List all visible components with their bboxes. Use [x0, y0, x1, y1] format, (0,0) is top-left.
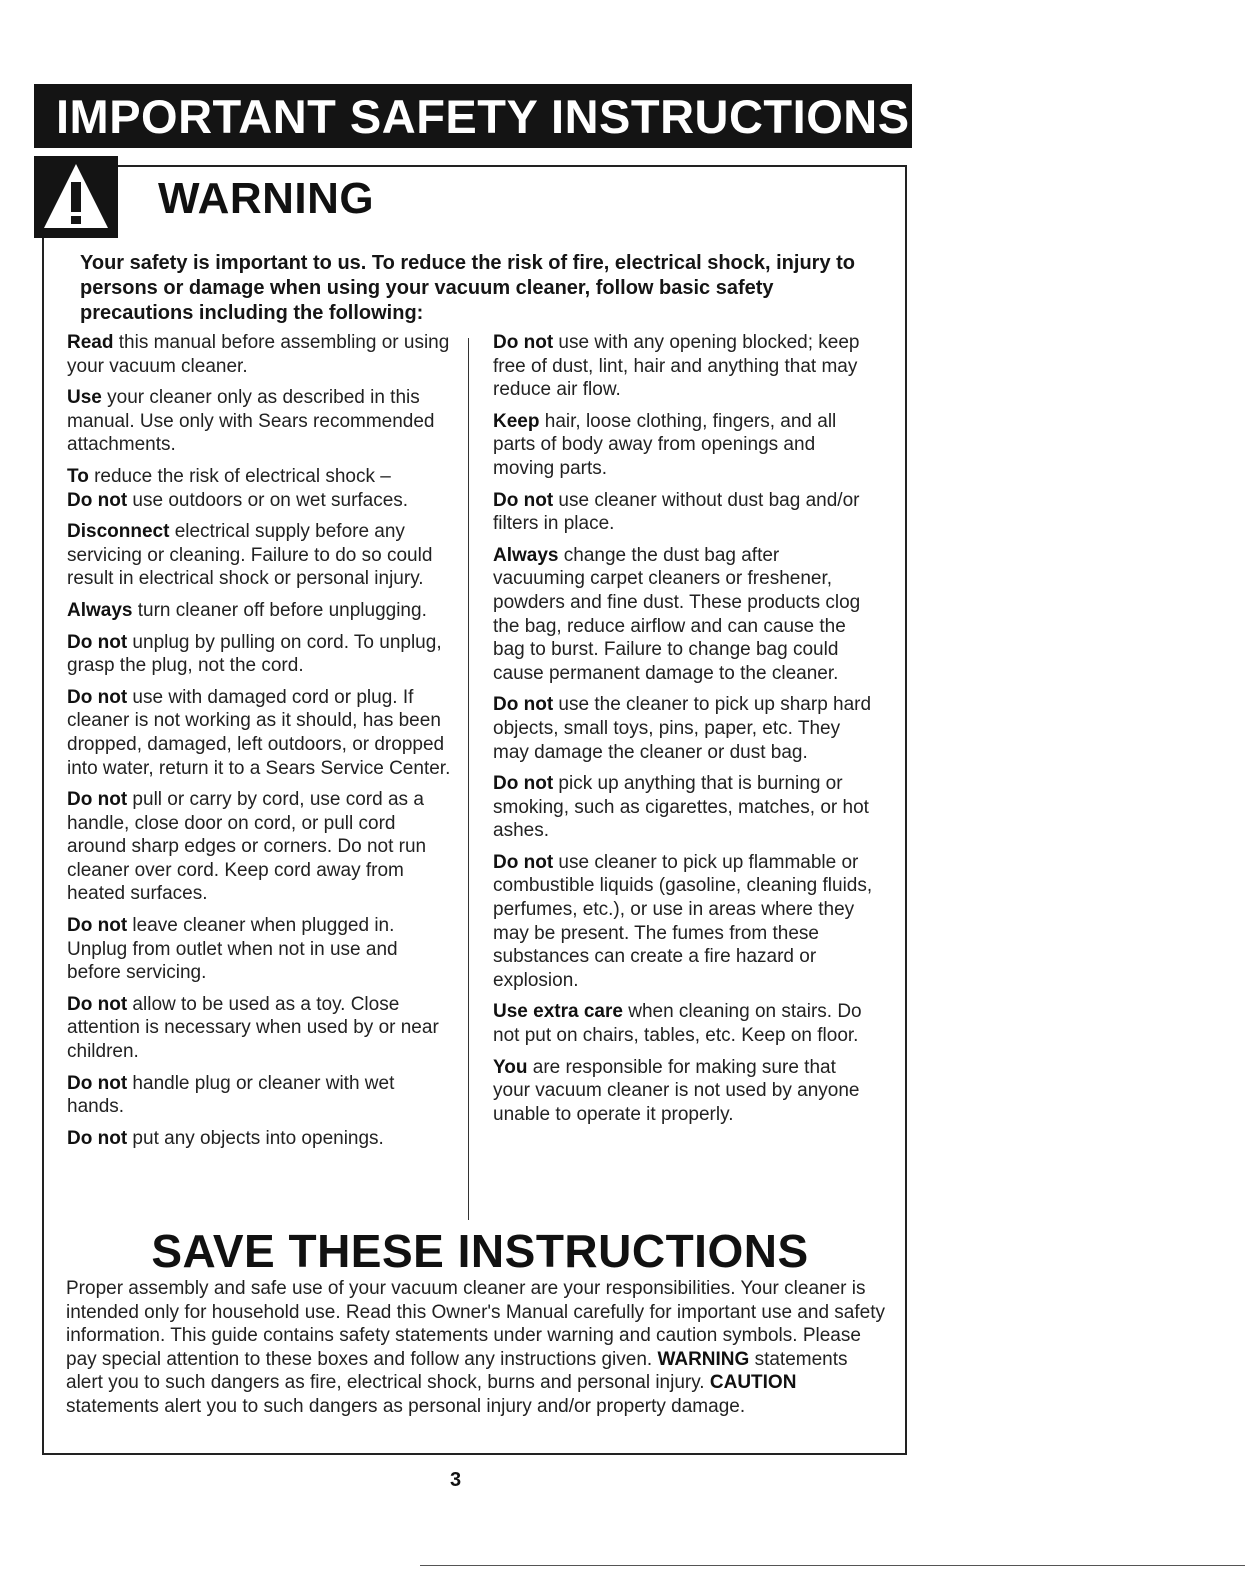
instruction-item: [67, 599, 455, 623]
page-number: 3: [450, 1469, 462, 1491]
footer-rule: [420, 1565, 1245, 1566]
instruction-item: [67, 520, 455, 591]
closing-paragraph: [66, 1277, 886, 1419]
caution-keyword: CAUTION: [709, 1372, 797, 1394]
warning-triangle-icon: [42, 162, 110, 232]
instruction-item: [67, 465, 455, 512]
instruction-text: use the cleaner to pick up sharp hard objects, small toys, pins, paper, etc. They may damage the cleaner or dust bag.: [493, 694, 872, 763]
instruction-text: use with any opening blocked; keep free of dust, lint, hair and anything that may reduce air flow.: [493, 332, 860, 401]
safety-banner: [34, 84, 912, 148]
right-column: [493, 331, 875, 1134]
instruction-text: when cleaning on stairs. Do not put on chairs, tables, etc. Keep on floor.: [493, 1001, 862, 1047]
instruction-text: allow to be used as a toy. Close attention is necessary when used by or near children.: [67, 993, 439, 1063]
left-column: [67, 331, 455, 1158]
instruction-lead: Disconnect: [67, 521, 170, 543]
instruction-text: hair, loose clothing, fingers, and all parts of body away from openings and moving parts.: [493, 410, 837, 479]
instruction-item: [493, 410, 875, 481]
instruction-lead: Do not: [493, 773, 554, 795]
instruction-lead: Do not: [67, 915, 128, 937]
instruction-lead: Do not: [493, 851, 554, 873]
instruction-lead: You: [493, 1056, 528, 1078]
banner-title: IMPORTANT SAFETY INSTRUCTIONS: [56, 89, 910, 143]
instruction-item: [493, 544, 875, 686]
instruction-text: use outdoors or on wet surfaces.: [127, 489, 409, 511]
instruction-item: [493, 1000, 875, 1047]
closing-text: Proper assembly and safe use of your vacuum cleaner are your responsibilities. Your cleaner is intended only for household use. Read this Owner's Manual carefully for important use and safety information. This guide contains safety statements under warning and caution symbols. Please pay special attention to these boxes and follow any instructions given.: [66, 1278, 885, 1370]
warning-symbol-block: [34, 156, 118, 238]
closing-text: statements alert you to such dangers as fire, electrical shock, burns and personal injury.: [66, 1348, 848, 1394]
instruction-text: this manual before assembling or using your vacuum cleaner.: [67, 332, 450, 377]
instruction-item: [67, 993, 455, 1064]
instruction-item: [493, 331, 875, 402]
instruction-lead: Read: [67, 332, 114, 353]
instruction-text: pull or carry by cord, use cord as a handle, close door on cord, or pull cord around sharp edges or corners. Do not run cleaner over cord. Keep cord away from heated surfaces.: [67, 789, 427, 905]
instruction-text: use cleaner to pick up flammable or combustible liquids (gasoline, cleaning fluids, perfumes, etc.), or use in areas where they may be present. The fumes from these substances can create a fire hazard or explosion.: [493, 851, 873, 991]
instruction-lead: Do not: [67, 993, 128, 1015]
instruction-lead: Do not: [493, 489, 554, 511]
instruction-text: handle plug or cleaner with wet hands.: [67, 1072, 395, 1118]
instruction-lead: Do not: [67, 789, 128, 811]
instruction-item: [67, 686, 455, 780]
column-divider: [468, 338, 469, 1220]
instruction-item: [67, 788, 455, 906]
instruction-lead: To: [67, 465, 89, 487]
instruction-item: [67, 631, 455, 678]
instruction-item: [493, 851, 875, 993]
instruction-lead: Do not: [67, 1127, 128, 1149]
instruction-item: [67, 1072, 455, 1119]
instruction-text: are responsible for making sure that your vacuum cleaner is not used by anyone unable to operate it properly.: [493, 1056, 860, 1125]
instruction-lead: Use extra care: [493, 1001, 623, 1023]
instruction-lead: Always: [493, 544, 559, 566]
instruction-lead: Always: [67, 599, 133, 621]
instruction-lead: Do not: [67, 686, 128, 708]
warning-keyword: WARNING: [657, 1348, 750, 1370]
instruction-text: pick up anything that is burning or smoking, such as cigarettes, matches, or hot ashes.: [493, 773, 869, 842]
instruction-lead: Keep: [493, 410, 540, 432]
instruction-text: reduce the risk of electrical shock –: [88, 465, 391, 487]
instruction-lead: Do not: [493, 694, 554, 716]
closing-text: statements alert you to such dangers as personal injury and/or property damage.: [66, 1395, 746, 1417]
instruction-text: turn cleaner off before unplugging.: [132, 599, 427, 621]
instruction-item: [493, 693, 875, 764]
instruction-text: change the dust bag after vacuuming carpet cleaners or freshener, powders and fine dust. These products clog the bag, reduce airflow and can cause the bag to burst. Failure to change bag could cause permanent damage to the cleaner.: [493, 544, 861, 684]
instruction-text: leave cleaner when plugged in. Unplug from outlet when not in use and before servicing.: [67, 915, 398, 984]
instruction-item: [493, 772, 875, 843]
instruction-text: your cleaner only as described in this manual. Use only with Sears recommended attachments.: [67, 387, 435, 456]
save-instructions-title: SAVE THESE INSTRUCTIONS: [151, 1225, 809, 1277]
instruction-item: [67, 331, 455, 378]
instruction-text: put any objects into openings.: [127, 1127, 384, 1149]
instruction-lead: Do not: [67, 489, 128, 511]
instruction-lead: Do not: [493, 332, 554, 353]
instruction-text: use cleaner without dust bag and/or filters in place.: [493, 489, 860, 535]
instruction-text: unplug by pulling on cord. To unplug, grasp the plug, not the cord.: [67, 631, 442, 677]
instruction-lead: Use: [67, 387, 102, 409]
instruction-lead: Do not: [67, 631, 128, 653]
instruction-item: [493, 489, 875, 536]
instruction-text: electrical supply before any servicing or cleaning. Failure to do so could result in electrical shock or personal injury.: [67, 521, 433, 590]
instruction-item: [493, 1056, 875, 1127]
instruction-item: [67, 386, 455, 457]
instruction-text: use with damaged cord or plug. If cleaner is not working as it should, has been dropped, damaged, left outdoors, or dropped into water, return it to a Sears Service Center.: [67, 686, 451, 779]
instruction-item: [67, 914, 455, 985]
warning-title: WARNING: [158, 174, 375, 223]
instruction-item: [67, 1127, 455, 1151]
warning-intro: Your safety is important to us. To reduce the risk of fire, electrical shock, injury to persons or damage when using your vacuum cleaner, follow basic safety precautions including the following:: [80, 252, 855, 324]
instruction-lead: Do not: [67, 1072, 128, 1094]
